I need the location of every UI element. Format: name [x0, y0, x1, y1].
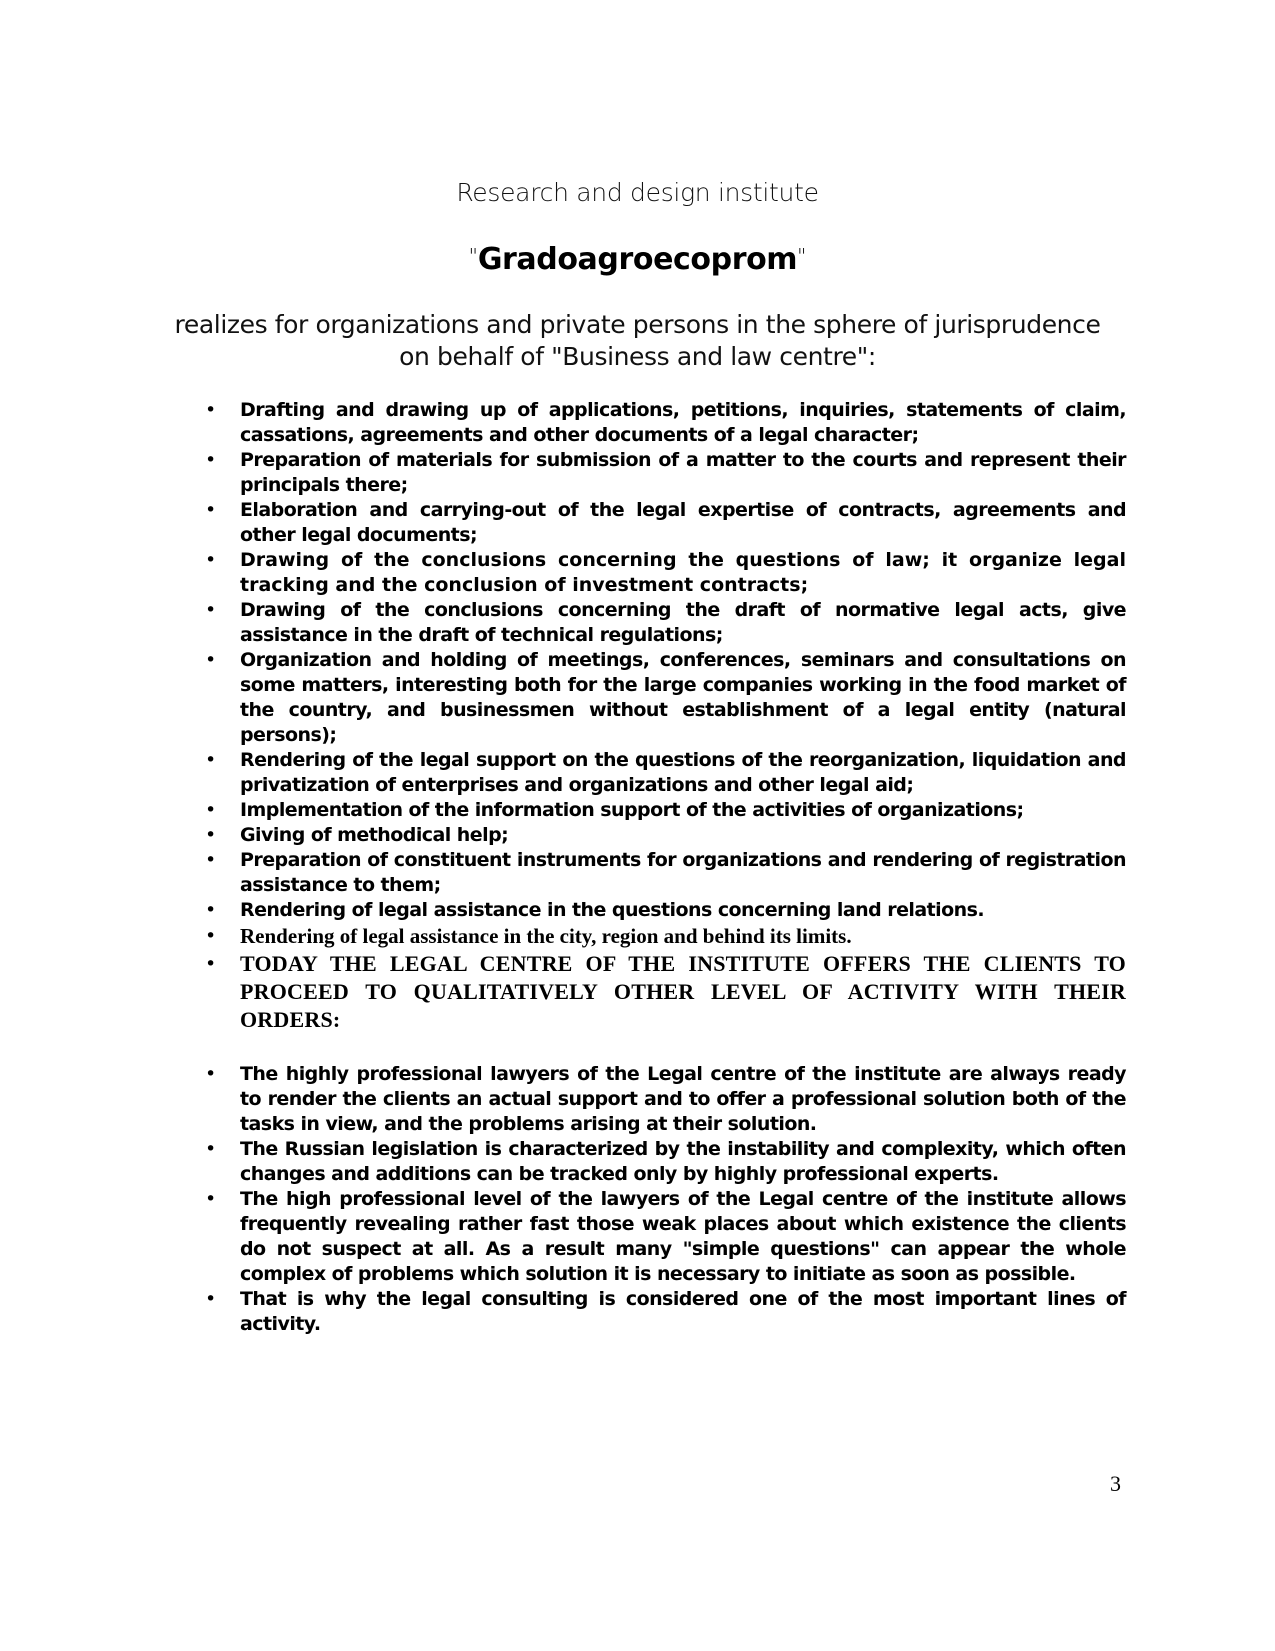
- list-item: • That is why the legal consulting is considered one of the most important lines of activity.: [240, 1287, 1126, 1337]
- quote-close: ": [797, 244, 807, 268]
- institute-heading: Research and design institute: [456, 178, 819, 207]
- list-item: • Drafting and drawing up of applications, petitions, inquiries, statements of claim, cassations, agreements and other documents of a legal character;: [240, 398, 1126, 448]
- services-list: [240, 398, 1126, 1337]
- list-item: • Organization and holding of meetings, conferences, seminars and consultations on some matters, interesting both for the large companies working in the food market of the country, and businessmen without establishment of a legal entity (natural persons);: [240, 648, 1126, 748]
- intro-text: [150, 309, 1125, 373]
- list-item: • Rendering of legal assistance in the city, region and behind its limits.: [240, 923, 1126, 950]
- page-number: 3: [1110, 1471, 1121, 1496]
- intro-line-2: on behalf of "Business and law centre":: [399, 342, 876, 371]
- list-item: • Preparation of materials for submission of a matter to the courts and represent their principals there;: [240, 448, 1126, 498]
- organization-name: Gradoagroecoprom: [477, 242, 798, 277]
- list-item: • Preparation of constituent instruments for organizations and rendering of registration assistance to them;: [240, 848, 1126, 898]
- list-item: • The highly professional lawyers of the Legal centre of the institute are always ready to render the clients an actual support and to offer a professional solution both of the tasks in view, and the problems arising at their solution.: [240, 1062, 1126, 1137]
- list-item: • Drawing of the conclusions concerning the questions of law; it organize legal tracking and the conclusion of investment contracts;: [240, 548, 1126, 598]
- list-item-highlight: • TODAY THE LEGAL CENTRE OF THE INSTITUTE OFFERS THE CLIENTS TO PROCEED TO QUALITATIVELY OTHER LEVEL OF ACTIVITY WITH THEIR ORDERS:: [240, 950, 1126, 1034]
- list-item: • Drawing of the conclusions concerning the draft of normative legal acts, give assistance in the draft of technical regulations;: [240, 598, 1126, 648]
- quote-open: ": [468, 244, 478, 268]
- list-item: • Implementation of the information support of the activities of organizations;: [240, 798, 1126, 823]
- intro-line-1: realizes for organizations and private persons in the sphere of jurisprudence: [174, 310, 1101, 339]
- list-item: • Elaboration and carrying-out of the legal expertise of contracts, agreements and other legal documents;: [240, 498, 1126, 548]
- list-item: • Rendering of the legal support on the questions of the reorganization, liquidation and privatization of enterprises and organizations and other legal aid;: [240, 748, 1126, 798]
- organization-title: [0, 242, 1275, 277]
- list-item: • The high professional level of the lawyers of the Legal centre of the institute allows frequently revealing rather fast those weak places about which existence the clients do not suspect at all. As a result many "simple questions" can appear the whole complex of problems which solution it is necessary to initiate as soon as possible.: [240, 1187, 1126, 1287]
- list-item: • Giving of methodical help;: [240, 823, 1126, 848]
- list-item: • The Russian legislation is characterized by the instability and complexity, which often changes and additions can be tracked only by highly professional experts.: [240, 1137, 1126, 1187]
- list-item: • Rendering of legal assistance in the questions concerning land relations.: [240, 898, 1126, 923]
